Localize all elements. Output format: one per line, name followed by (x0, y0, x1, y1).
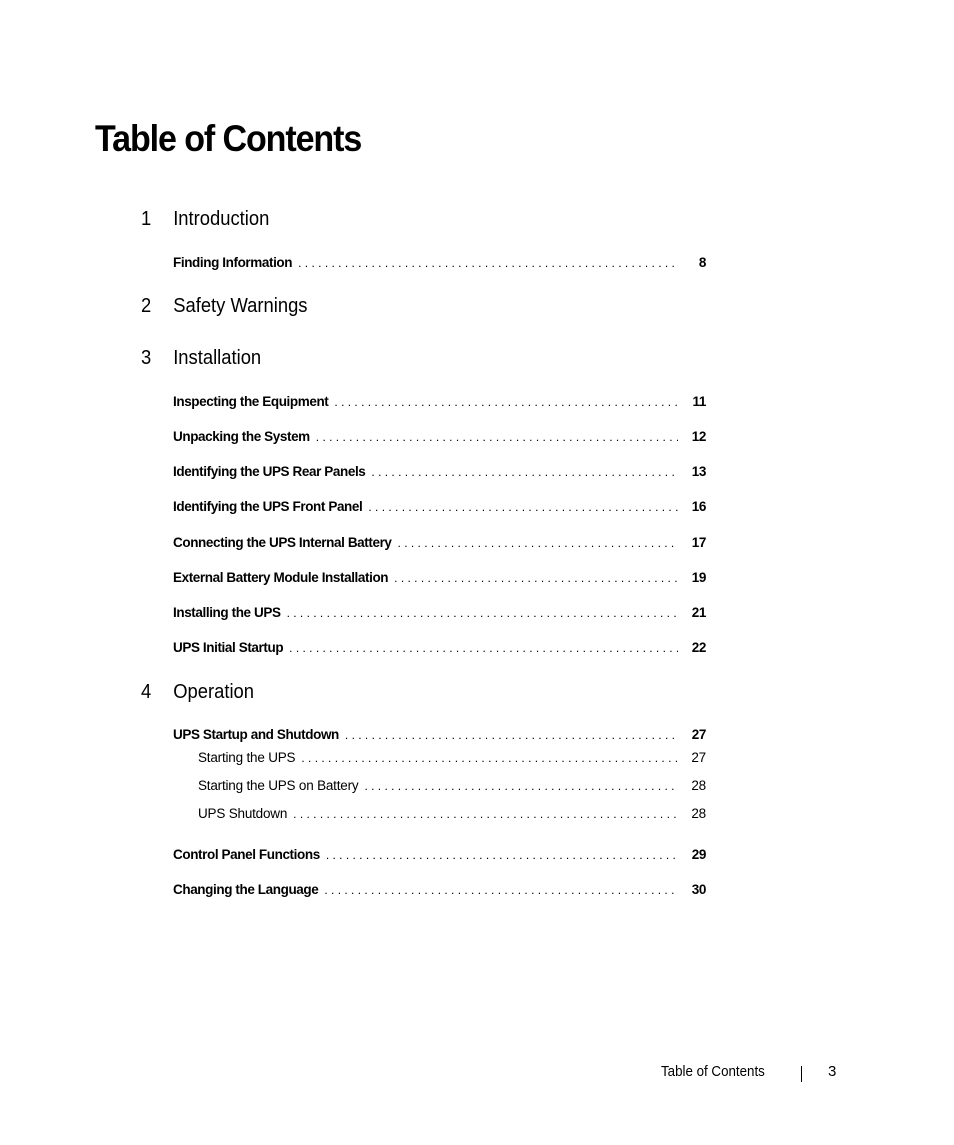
chapter-heading-operation[interactable] (141, 681, 254, 707)
dot-leader (289, 641, 678, 655)
dot-leader (398, 536, 678, 550)
dot-leader (326, 848, 678, 862)
dot-leader (298, 256, 678, 270)
toc-entry[interactable] (173, 464, 706, 482)
toc-entry-label: External Battery Module Installation (173, 570, 389, 585)
toc-entry-label: Control Panel Functions (173, 847, 320, 862)
toc-entry-page: 28 (691, 806, 706, 821)
toc-entry-page: 21 (691, 605, 706, 620)
toc-entry[interactable] (173, 499, 706, 517)
dot-leader (316, 430, 678, 444)
dot-leader (293, 807, 678, 821)
toc-entry[interactable] (173, 727, 706, 745)
toc-entry-label: Connecting the UPS Internal Battery (173, 535, 392, 550)
toc-entry[interactable] (173, 640, 706, 658)
chapter-number: 3 (141, 347, 152, 369)
toc-entry-page: 8 (698, 255, 706, 270)
dot-leader (324, 883, 678, 897)
toc-entry-page: 22 (691, 640, 706, 655)
toc-entry-label: Inspecting the Equipment (173, 394, 329, 409)
toc-entry[interactable] (173, 255, 706, 273)
toc-entry[interactable] (173, 605, 706, 623)
toc-entry-label: Starting the UPS (198, 750, 296, 765)
toc-entry-label: UPS Initial Startup (173, 640, 284, 655)
toc-entry-label: Identifying the UPS Front Panel (173, 499, 363, 514)
dot-leader (394, 571, 678, 585)
toc-subentry[interactable] (198, 806, 706, 824)
toc-entry[interactable] (173, 394, 706, 412)
toc-entry-page: 27 (691, 727, 706, 742)
toc-entry[interactable] (173, 882, 706, 900)
toc-entry-label: Installing the UPS (173, 605, 281, 620)
dot-leader (301, 751, 678, 765)
toc-entry-page: 27 (691, 750, 706, 765)
dot-leader (371, 465, 678, 479)
footer-divider (801, 1066, 802, 1082)
toc-entry[interactable] (173, 429, 706, 447)
toc-entry-page: 16 (691, 499, 706, 514)
chapter-title: Safety Warnings (173, 295, 308, 317)
toc-entry-page: 30 (691, 882, 706, 897)
toc-entry-label: Identifying the UPS Rear Panels (173, 464, 366, 479)
chapter-number: 4 (141, 681, 152, 703)
chapter-heading-safety-warnings[interactable] (141, 295, 308, 321)
chapter-title: Installation (173, 347, 262, 369)
chapter-heading-installation[interactable] (141, 347, 261, 373)
toc-entry-page: 12 (691, 429, 706, 444)
toc-entry-label: Unpacking the System (173, 429, 310, 444)
toc-entry[interactable] (173, 535, 706, 553)
toc-entry-label: Finding Information (173, 255, 293, 270)
dot-leader (334, 395, 678, 409)
toc-entry-page: 17 (691, 535, 706, 550)
toc-entry[interactable] (173, 847, 706, 865)
chapter-heading-introduction[interactable] (141, 208, 269, 234)
toc-entry[interactable] (173, 570, 706, 588)
footer-section-title: Table of Contents (661, 1064, 765, 1080)
dot-leader (368, 500, 678, 514)
chapter-number: 2 (141, 295, 152, 317)
toc-entry-page: 28 (691, 778, 706, 793)
footer-page-number: 3 (828, 1063, 837, 1080)
dot-leader (287, 606, 678, 620)
toc-entry-label: Changing the Language (173, 882, 319, 897)
toc-entry-label: Starting the UPS on Battery (198, 778, 359, 793)
dot-leader (345, 728, 678, 742)
toc-subentry[interactable] (198, 778, 706, 796)
chapter-title: Operation (173, 681, 255, 703)
toc-entry-page: 11 (692, 394, 706, 409)
toc-subentry[interactable] (198, 750, 706, 768)
toc-entry-page: 13 (691, 464, 706, 479)
dot-leader (364, 779, 678, 793)
page-title: Table of Contents (95, 118, 362, 159)
toc-entry-label: UPS Shutdown (198, 806, 288, 821)
toc-entry-label: UPS Startup and Shutdown (173, 727, 339, 742)
toc-entry-page: 29 (691, 847, 706, 862)
chapter-title: Introduction (173, 208, 270, 230)
toc-entry-page: 19 (691, 570, 706, 585)
chapter-number: 1 (141, 208, 152, 230)
